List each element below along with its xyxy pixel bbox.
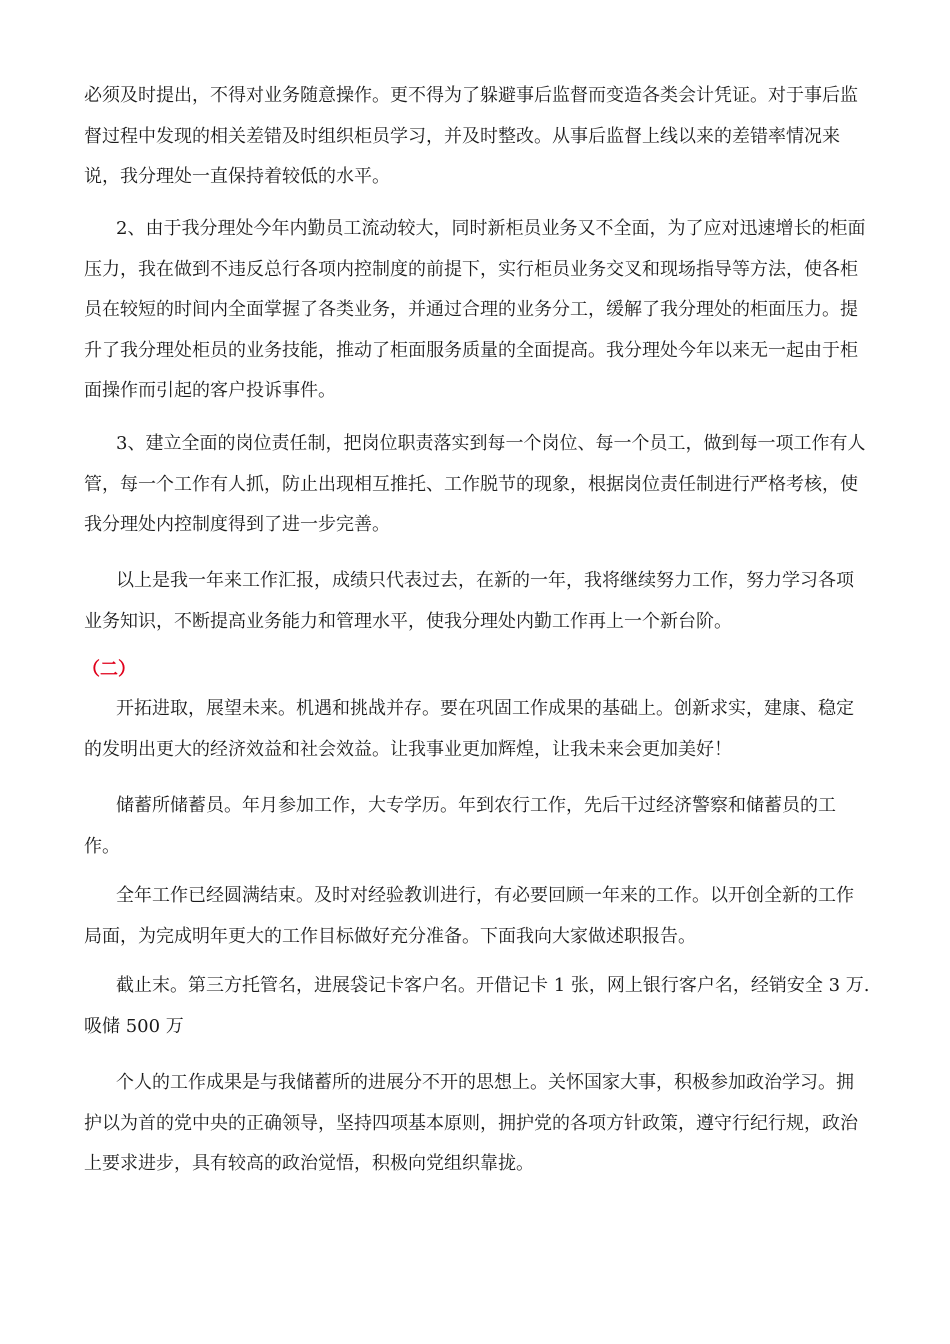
paragraph-profile [84,786,870,867]
text-line: 的发明出更大的经济效益和社会效益。让我事业更加辉煌，让我未来会更加美好！ [84,738,732,760]
text-line: 护以为首的党中央的正确领导，坚持四项基本原则，拥护党的各项方针政策，遵守行纪行规，政治 [84,1112,858,1134]
text-line: 全年工作已经圆满结束。及时对经验教训进行，有必要回顾一年来的工作。以开创全新的工作 [116,885,854,906]
text-line: 3、建立全面的岗位责任制，把岗位职责落实到每一个岗位、每一个员工，做到每一项工作有人 [116,433,866,454]
text-line: 局面，为完成明年更大的工作目标做好充分准备。下面我向大家做述职报告。 [84,925,696,947]
text-line: 员在较短的时间内全面掌握了各类业务，并通过合理的业务分工，缓解了我分理处的柜面压力。提 [84,299,858,320]
paragraph-outlook [84,689,870,770]
text-line: 管，每一个工作有人抓，防止出现相互推托、工作脱节的现象，根据岗位责任制进行严格考核，使 [84,473,858,495]
text-line: 业务知识，不断提高业务能力和管理水平，使我分理处内勤工作再上一个新台阶。 [84,610,732,632]
text-line: 上要求进步，具有较高的政治觉悟，积极向党组织靠拢。 [84,1153,534,1174]
text-line: 必须及时提出，不得对业务随意操作。更不得为了躲避事后监督而变造各类会计凭证。对于事后监 [84,85,858,106]
text-line: 开拓进取，展望未来。机遇和挑战并存。要在巩固工作成果的基础上。创新求实，建康、稳定 [116,698,854,719]
paragraph-results [84,966,870,1047]
paragraph-summary [84,561,870,642]
text-line: 压力，我在做到不违反总行各项内控制度的前提下，实行柜员业务交叉和现场指导等方法，使各柜 [84,258,858,280]
paragraph-supervision [84,76,870,198]
text-line: 以上是我一年来工作汇报，成绩只代表过去，在新的一年，我将继续努力工作，努力学习各项 [116,570,854,591]
text-line: 储蓄所储蓄员。年月参加工作，大专学历。年到农行工作，先后干过经济警察和储蓄员的工 [116,795,836,816]
text-line: 面操作而引起的客户投诉事件。 [84,380,336,401]
text-line: 2、由于我分理处今年内勤员工流动较大，同时新柜员业务又不全面，为了应对迅速增长的柜面 [116,218,866,239]
text-line: 吸储 500 万 [84,1015,184,1037]
paragraph-item-3 [84,424,870,546]
paragraph-item-2 [84,209,870,412]
text-line: 升了我分理处柜员的业务技能，推动了柜面服务质量的全面提高。我分理处今年以来无一起由于柜 [84,339,858,361]
text-line: 督过程中发现的相关差错及时组织柜员学习，并及时整改。从事后监督上线以来的差错率情况来 [84,125,840,147]
text-line: 说，我分理处一直保持着较低的水平。 [84,166,390,187]
text-line: 个人的工作成果是与我储蓄所的进展分不开的思想上。关怀国家大事，积极参加政治学习。拥 [116,1072,854,1093]
text-line: 截止末。第三方托管名，进展袋记卡客户名。开借记卡 1 张，网上银行客户名，经销安全 3 万. [116,975,870,996]
paragraph-political [84,1063,870,1185]
text-line: 作。 [84,835,120,857]
text-line: 我分理处内控制度得到了进一步完善。 [84,514,390,535]
section-heading: （二） [82,659,136,680]
paragraph-report-intro [84,876,870,957]
